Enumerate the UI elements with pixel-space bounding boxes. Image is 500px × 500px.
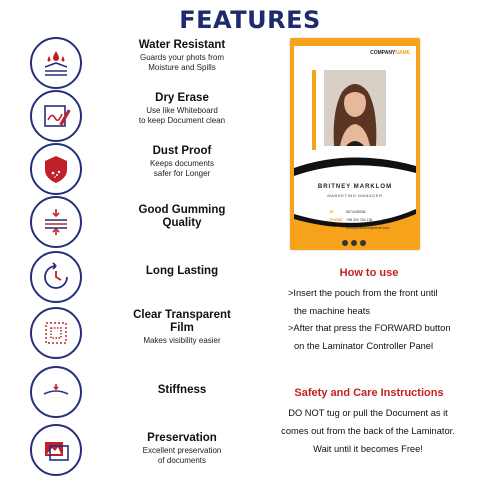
- feature-desc: Keeps documents: [149, 159, 215, 168]
- feature-long-lasting: [30, 251, 270, 305]
- card-social-icons: [342, 240, 366, 246]
- feature-name: Good Gumming: [138, 204, 226, 216]
- dust-proof-icon: [30, 143, 82, 195]
- feature-dry-erase: [30, 90, 270, 144]
- twitter-icon: [351, 240, 357, 246]
- id-card-sample: [290, 38, 420, 250]
- feature-name: Water Resistant: [138, 39, 226, 51]
- card-row-email: EMAIL britneymarklom@email.com: [330, 226, 390, 230]
- feature-name: Dry Erase: [155, 92, 209, 104]
- feature-desc: Makes visibility easier: [143, 336, 221, 345]
- feature-dust-proof: [30, 143, 270, 197]
- how-to-use-title: How to use: [339, 267, 399, 279]
- feature-name: Long Lasting: [145, 265, 219, 277]
- stiffness-icon: [30, 366, 82, 418]
- long-lasting-icon: [30, 251, 82, 303]
- how-to-use-line: >Insert the pouch from the front until: [288, 288, 438, 298]
- safety-line: DO NOT tug or pull the Document as it: [288, 408, 448, 418]
- water-resistant-icon: [30, 37, 82, 89]
- feature-desc: Guards your phots from: [139, 53, 225, 62]
- card-company: COMPANYNAME: [370, 50, 410, 56]
- feature-name: Clear Transparent: [133, 309, 231, 321]
- card-photo: [324, 70, 386, 146]
- card-person-role: MARKETING MANAGER: [327, 193, 383, 198]
- feature-name: Stiffness: [157, 384, 207, 396]
- dry-erase-icon: [30, 90, 82, 142]
- feature-desc: Moisture and Spills: [148, 63, 216, 72]
- transparent-film-icon: [30, 307, 82, 359]
- feature-clear-transparent-film: [30, 307, 270, 361]
- feature-name: Dust Proof: [152, 145, 212, 157]
- gumming-icon: [30, 196, 82, 248]
- feature-desc: to keep Document clean: [138, 116, 226, 125]
- feature-good-gumming: [30, 196, 270, 250]
- how-to-use-line: the machine heats: [294, 306, 370, 316]
- how-to-use-line: >After that press the FORWARD button: [288, 323, 451, 333]
- how-to-use-line: on the Laminator Controller Panel: [294, 341, 434, 351]
- card-row-id: ID 5674435936: [330, 210, 366, 214]
- card-row-phone: PHONE +98 324 764 136: [330, 218, 373, 222]
- feature-name: Preservation: [147, 432, 217, 444]
- card-accent-bar: [312, 70, 316, 150]
- safety-line: comes out from the back of the Laminator.: [281, 426, 455, 436]
- instagram-icon: [360, 240, 366, 246]
- feature-water-resistant: [30, 37, 270, 91]
- feature-name-line2: Quality: [162, 217, 202, 229]
- feature-desc: Excellent preservation: [142, 446, 222, 455]
- safety-title: Safety and Care Instructions: [294, 387, 444, 399]
- feature-desc: Use like Whiteboard: [146, 106, 218, 115]
- feature-preservation: [30, 424, 270, 478]
- feature-stiffness: [30, 366, 270, 420]
- feature-desc: safer for Longer: [153, 169, 211, 178]
- safety-line: Wait until it becomes Free!: [313, 444, 423, 454]
- page-title: FEATURES: [179, 6, 321, 34]
- card-person-name: BRITNEY MARKLOM: [317, 184, 393, 190]
- facebook-icon: [342, 240, 348, 246]
- preservation-icon: [30, 424, 82, 476]
- feature-desc: of documents: [157, 456, 207, 465]
- feature-name-line2: Film: [170, 322, 194, 334]
